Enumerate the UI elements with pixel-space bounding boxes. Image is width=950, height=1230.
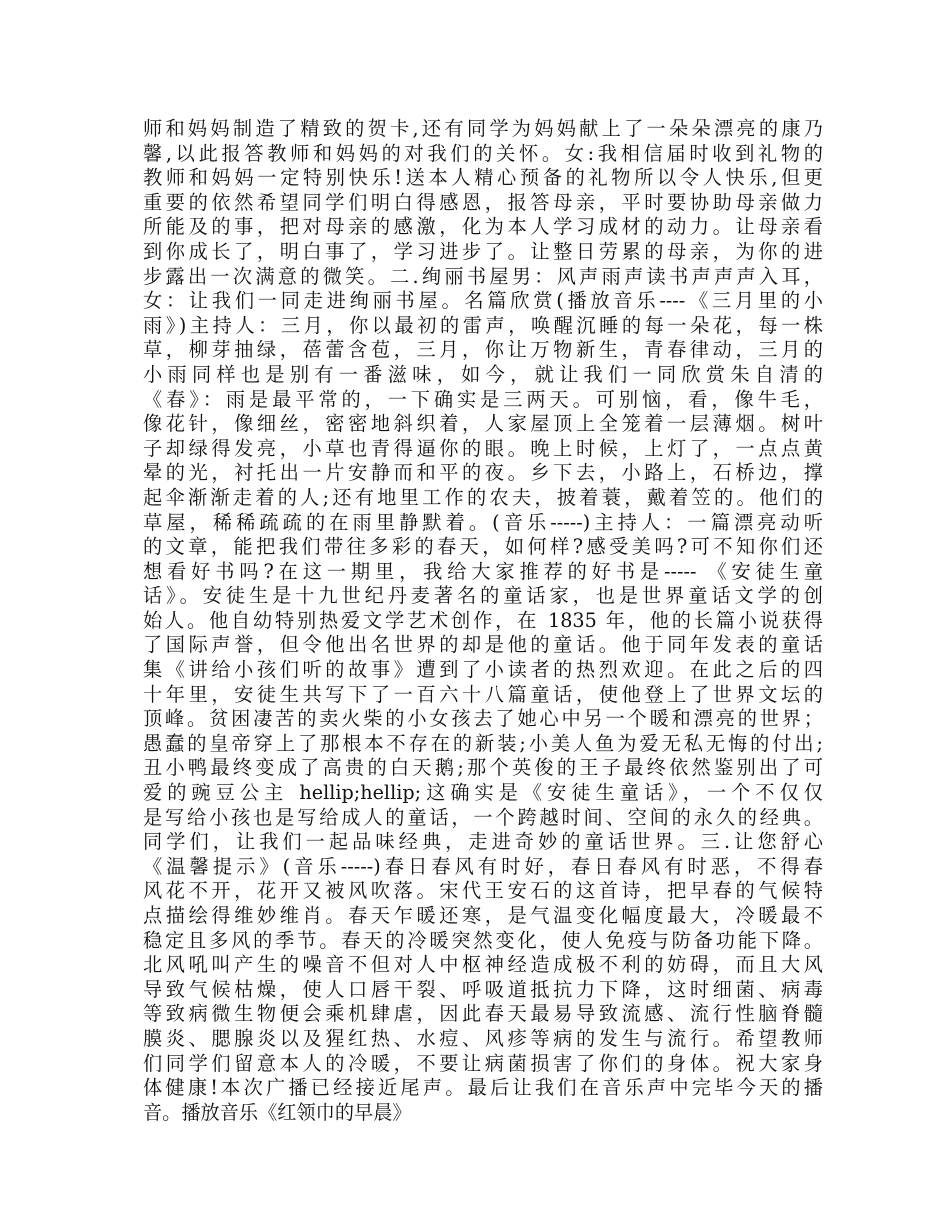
text-line: 愚蠢的皇帝穿上了那根本不存在的新装;小美人鱼为爱无私无悔的付出; [143, 731, 823, 755]
text-line: 十年里，安徒生共写下了一百六十八篇童话，使他登上了世界文坛的 [143, 682, 823, 706]
text-line: 等致病微生物便会乘机肆虐，因此春天最易导致流感、流行性脑脊髓 [143, 1002, 823, 1026]
text-line: 女：让我们一同走进绚丽书屋。名篇欣赏(播放音乐----《三月里的小 [143, 289, 823, 313]
text-line: 子却绿得发亮，小草也青得逼你的眼。晚上时候，上灯了，一点点黄 [143, 436, 823, 460]
text-line: 点描绘得维妙维肖。春天乍暖还寒，是气温变化幅度最大，冷暖最不 [143, 904, 823, 927]
text-line: 师和妈妈制造了精致的贺卡,还有同学为妈妈献上了一朵朵漂亮的康乃 [143, 117, 823, 140]
text-line: 膜炎、腮腺炎以及猩红热、水痘、风疹等病的发生与流行。希望教师 [143, 1026, 823, 1050]
text-line: 丑小鸭最终变成了高贵的白天鹅;那个英俊的王子最终依然鉴别出了可 [143, 756, 823, 780]
text-line: 了国际声誉，但令他出名世界的却是他的童话。他于同年发表的童话 [143, 633, 823, 657]
text-line: 的文章，能把我们带往多彩的春天，如何样?感受美吗?可不知你们还 [143, 535, 823, 559]
text-line: 北风吼叫产生的噪音不但对人中枢神经造成极不利的妨碍，而且大风 [143, 953, 823, 977]
text-line: 们同学们留意本人的冷暖，不要让病菌损害了你们的身体。祝大家身 [143, 1051, 823, 1075]
text-line: 起伞渐渐走着的人;还有地里工作的农夫，披着蓑，戴着笠的。他们的 [143, 485, 823, 509]
text-line: 雨》)主持人：三月，你以最初的雷声，唤醒沉睡的每一朵花，每一株 [143, 313, 823, 337]
text-line: 是写给小孩也是写给成人的童话，一个跨越时间、空间的永久的经典。 [143, 805, 823, 829]
text-line: 音。播放音乐《红领巾的早晨》 [143, 1100, 412, 1124]
text-line: 草屋，稀稀疏疏的在雨里静默着。(音乐-----)主持人：一篇漂亮动听 [143, 510, 823, 534]
text-line: 同学们，让我们一起品味经典，走进奇妙的童话世界。三.让您舒心 [143, 830, 823, 854]
text-line: 重要的依然希望同学们明白得感恩，报答母亲，平时要协助母亲做力 [143, 190, 823, 214]
text-line: 草，柳芽抽绿，蓓蕾含苞，三月，你让万物新生，青春律动，三月的 [143, 338, 823, 362]
text-line: 想看好书吗?在这一期里，我给大家推荐的好书是----- 《安徒生童 [143, 559, 823, 583]
text-line: 《春》：雨是最平常的，一下确实是三两天。可别恼，看，像牛毛， [143, 387, 823, 411]
text-line: 像花针，像细丝，密密地斜织着，人家屋顶上全笼着一层薄烟。树叶 [143, 412, 823, 436]
text-line: 《温馨提示》(音乐-----)春日春风有时好，春日春风有时恶，不得春 [143, 854, 823, 878]
text-line: 始人。他自幼特别热爱文学艺术创作，在 1835 年，他的长篇小说获得 [143, 608, 823, 632]
text-line: 导致气候枯燥，使人口唇干裂、呼吸道抵抗力下降，这时细菌、病毒 [143, 977, 823, 1001]
text-line: 步露出一次满意的微笑。二.绚丽书屋男：风声雨声读书声声声入耳， [143, 264, 823, 288]
text-line: 教师和妈妈一定特别快乐!送本人精心预备的礼物所以令人快乐,但更 [143, 166, 823, 190]
text-line: 稳定且多风的季节。春天的冷暖突然变化，使人免疫与防备功能下降。 [143, 928, 823, 952]
text-line: 小雨同样也是别有一番滋味，如今，就让我们一同欣赏朱自清的 [143, 362, 823, 386]
text-line: 所能及的事，把对母亲的感激，化为本人学习成材的动力。让母亲看 [143, 215, 823, 239]
text-line: 集《讲给小孩们听的故事》遭到了小读者的热烈欢迎。在此之后的四 [143, 658, 823, 682]
text-line: 馨,以此报答教师和妈妈的对我们的关怀。女:我相信届时收到礼物的 [143, 141, 823, 165]
text-line: 晕的光，衬托出一片安静而和平的夜。乡下去，小路上，石桥边，撑 [143, 461, 823, 485]
text-line: 顶峰。贫困凄苦的卖火柴的小女孩去了她心中另一个暖和漂亮的世界； [143, 707, 823, 731]
text-line: 风花不开，花开又被风吹落。宋代王安石的这首诗，把早春的气候特 [143, 879, 823, 903]
text-line: 到你成长了，明白事了，学习进步了。让整日劳累的母亲，为你的进 [143, 239, 823, 263]
body-text [143, 117, 823, 1125]
text-line: 爱的豌豆公主 hellip;hellip;这确实是《安徒生童话》，一个不仅仅 [143, 781, 823, 805]
text-line: 话》。安徒生是十九世纪丹麦著名的童话家，也是世界童话文学的创 [143, 584, 823, 608]
text-line: 体健康!本次广播已经接近尾声。最后让我们在音乐声中完毕今天的播 [143, 1076, 823, 1100]
